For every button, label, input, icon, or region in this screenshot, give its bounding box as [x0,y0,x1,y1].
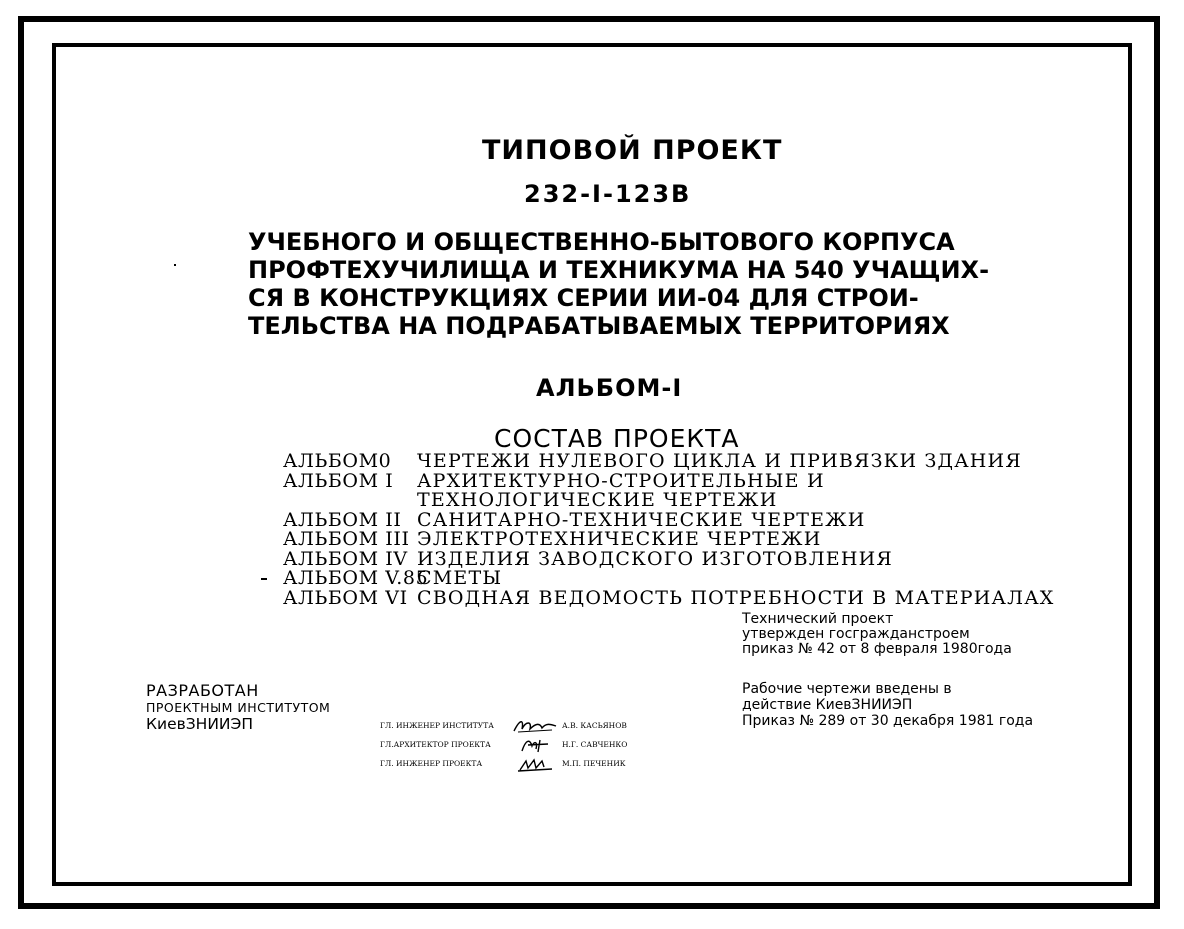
album-heading: АЛЬБОМ-I [536,374,683,402]
signature-block [380,716,627,773]
handwritten-signature [512,717,558,735]
album-label: АЛЬБОМ II [283,508,402,531]
developer-line-3: КиевЗНИИЭП [146,715,254,733]
handwritten-signature [512,736,558,754]
album-title: ТЕХНОЛОГИЧЕСКИЕ ЧЕРТЕЖИ [417,489,778,511]
developer-line-1: РАЗРАБОТАН [146,681,259,700]
album-title: СМЕТЫ [417,567,503,589]
album-label: АЛЬБОМ III [283,528,410,550]
signature-row [380,754,627,773]
developer-block [146,681,330,733]
album-title: ЧЕРТЕЖИ НУЛЕВОГО ЦИКЛА И ПРИВЯЗКИ ЗДАНИЯ [417,450,1022,472]
album-title: СВОДНАЯ ВЕДОМОСТЬ ПОТРЕБНОСТИ В МАТЕРИАЛАХ [417,586,1055,609]
project-code: 232-I-123В [524,180,692,208]
project-name-line-3: СЯ В КОНСТРУКЦИЯХ СЕРИИ ИИ-04 ДЛЯ СТРОИ- [248,284,919,312]
approval-note [742,612,1012,657]
album-title: САНИТАРНО-ТЕХНИЧЕСКИЕ ЧЕРТЕЖИ [417,508,866,531]
album-label: АЛЬБОМ0 [283,450,392,472]
album-title: АРХИТЕКТУРНО-СТРОИТЕЛЬНЫЕ И [417,469,825,492]
album-label: АЛЬБОМ V.85 [283,567,429,589]
signature-name: М.П. ПЕЧЕНИК [562,759,626,768]
signature-name: Н.Г. САВЧЕНКО [562,740,628,749]
project-name-line-2: ПРОФТЕХУЧИЛИЩА И ТЕХНИКУМА НА 540 УЧАЩИХ- [248,256,990,284]
signature-row [380,716,627,735]
composition-heading: СОСТАВ ПРОЕКТА [494,424,740,453]
developer-line-2: ПРОЕКТНЫМ ИНСТИТУТОМ [146,700,331,715]
album-label: АЛЬБОМ IV [283,547,408,570]
project-name-line-1: УЧЕБНОГО И ОБЩЕСТВЕННО-БЫТОВОГО КОРПУСА [248,228,955,256]
album-row [283,491,1055,511]
album-title: ЭЛЕКТРОТЕХНИЧЕСКИЕ ЧЕРТЕЖИ [417,528,822,550]
signature-row [380,735,627,754]
signature-role: ГЛ. ИНЖЕНЕР ИНСТИТУТА [380,721,494,730]
scan-speck [174,264,176,266]
signature-name: А.В. КАСЬЯНОВ [562,721,627,730]
album-row [283,530,1055,550]
scan-speck [261,578,267,580]
album-label: АЛЬБОМ I [283,469,394,492]
signature-role: ГЛ.АРХИТЕКТОР ПРОЕКТА [380,740,491,749]
working-line-1: Рабочие чертежи введены в [742,681,952,697]
album-title: ИЗДЕЛИЯ ЗАВОДСКОГО ИЗГОТОВЛЕНИЯ [417,547,893,570]
approval-line-1: Технический проект [742,611,894,627]
album-row [283,452,1055,472]
working-line-3: Приказ № 289 от 30 декабря 1981 года [742,713,1034,729]
album-row [283,569,1055,589]
signature-role: ГЛ. ИНЖЕНЕР ПРОЕКТА [380,759,483,768]
album-row [283,586,1055,609]
working-drawings-note [742,681,1033,729]
album-label [283,491,417,511]
album-label: АЛЬБОМ VI [283,586,408,609]
document-title: ТИПОВОЙ ПРОЕКТ [482,135,783,166]
approval-line-3: приказ № 42 от 8 февраля 1980года [742,641,1012,657]
project-name-line-4: ТЕЛЬСТВА НА ПОДРАБАТЫВАЕМЫХ ТЕРРИТОРИЯХ [248,312,950,340]
approval-line-2: утвержден госгражданстроем [742,626,970,642]
working-line-2: действие КиевЗНИИЭП [742,697,913,713]
handwritten-signature [512,755,558,773]
album-list [283,452,1055,608]
